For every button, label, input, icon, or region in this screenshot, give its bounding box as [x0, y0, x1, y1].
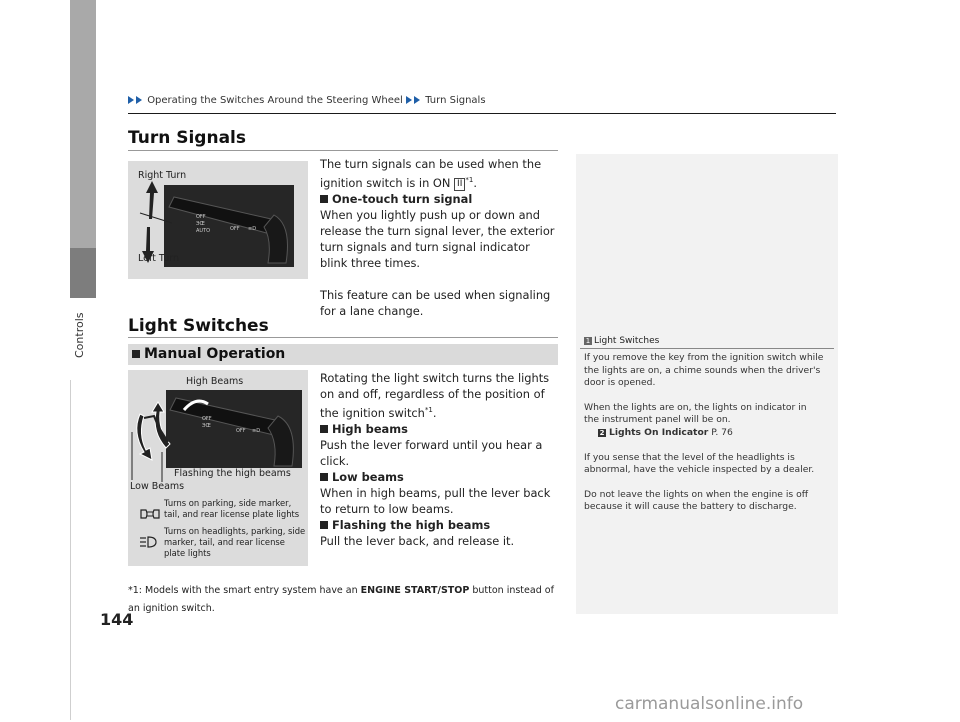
svg-text:≡D: ≡D — [248, 226, 257, 232]
section-tab-marker — [70, 248, 96, 298]
parking-lights-icon — [138, 507, 162, 521]
section-tab-upper — [70, 0, 96, 248]
low-beams-label: Low Beams — [130, 481, 185, 492]
legend-item — [138, 534, 162, 553]
breadcrumb-arrow-icon — [136, 96, 142, 104]
heading-square-icon — [132, 350, 140, 358]
light-switches-body — [320, 370, 560, 549]
high-beams-heading: High beams — [320, 421, 560, 437]
ignition-position-key: II — [454, 178, 465, 191]
left-turn-label: Left Turn — [138, 253, 180, 264]
svg-text:OFF: OFF — [230, 226, 240, 232]
svg-text:AUTO: AUTO — [196, 228, 211, 234]
legend-item — [138, 506, 162, 525]
lights-on-indicator-link[interactable]: 2 Lights On Indicator P. 76 — [599, 426, 733, 438]
reference-arrow-icon: 2 — [599, 428, 605, 437]
low-beams-heading: Low beams — [320, 469, 560, 485]
one-touch-heading: One-touch turn signal — [320, 191, 560, 207]
section-tab-line — [70, 380, 71, 720]
title-rule — [128, 150, 558, 151]
side-note-paragraph: When the lights are on, the lights on indicator in the instrument panel will be on. — [584, 401, 807, 426]
heading-square-icon — [320, 195, 328, 203]
heading-square-icon — [320, 473, 328, 481]
header-rule — [128, 113, 836, 114]
svg-text:ЭŒ: ЭŒ — [202, 423, 211, 429]
breadcrumb-arrow-icon — [406, 96, 412, 104]
headlights-icon — [138, 535, 162, 549]
side-note-heading: 1 Light Switches — [585, 336, 660, 346]
side-note-paragraph: If you remove the key from the ignition switch while the lights are on, a chime sounds when the driver's door is opened. — [584, 352, 824, 389]
breadcrumb — [128, 95, 486, 106]
page-number: 144 — [100, 610, 134, 629]
legend-text: Turns on parking, side marker, tail, and rear license plate lights — [164, 498, 300, 519]
svg-text:OFF: OFF — [202, 416, 212, 422]
light-switches-title: Light Switches — [128, 316, 269, 336]
side-note-paragraph: If you sense that the level of the headlights is abnormal, have the vehicle inspected by a dealer. — [584, 451, 815, 476]
light-switches-intro: Rotating the light switch turns the lights on and off, regardless of the position of the ignition switch$^{*1}$. — [320, 371, 550, 420]
light-switch-legend — [138, 498, 306, 558]
footnote: *1: Models with the smart entry system have an ENGINE START/STOP button instead of an ignition switch. — [128, 585, 554, 614]
breadcrumb-arrow-icon — [414, 96, 420, 104]
heading-square-icon — [320, 425, 328, 433]
title-rule — [128, 337, 558, 338]
lane-change-text: This feature can be used when signaling for a lane change. — [320, 287, 551, 318]
engine-start-stop-label: ENGINE START/STOP — [360, 585, 470, 596]
one-touch-text: When you lightly push up or down and release the turn signal lever, the exterior turn signals and turn signal indicator blink three times. — [320, 207, 555, 270]
turn-signals-intro: The turn signals can be used when the ignition switch is in ON II $^{*1}$. — [320, 157, 542, 190]
turn-signals-title: Turn Signals — [128, 128, 246, 148]
side-note-rule — [580, 348, 834, 349]
flashing-high-beams-label: Flashing the high beams — [174, 468, 291, 479]
manual-operation-heading: Manual Operation — [132, 346, 285, 362]
heading-square-icon — [320, 521, 328, 529]
svg-text:OFF: OFF — [236, 428, 246, 434]
high-beams-text: Push the lever forward until you hear a click. — [320, 437, 543, 468]
svg-text:ЭŒ: ЭŒ — [196, 221, 205, 227]
flashing-high-beams-heading: Flashing the high beams — [320, 517, 560, 533]
breadcrumb-arrow-icon — [128, 96, 134, 104]
side-note-text — [584, 352, 824, 526]
light-switch-figure — [128, 370, 308, 566]
turn-signal-lever-illustration — [164, 185, 294, 267]
breadcrumb-item[interactable]: Turn Signals — [425, 95, 486, 106]
svg-text:OFF: OFF — [196, 214, 206, 220]
lever-photo — [164, 185, 294, 267]
low-beams-text: When in high beams, pull the lever back to return to low beams. — [320, 485, 551, 516]
note-badge-icon: 1 — [585, 337, 591, 345]
svg-text:≡D: ≡D — [252, 428, 261, 434]
watermark: carmanualsonline.info — [615, 694, 804, 714]
flashing-high-beams-text: Pull the lever back, and release it. — [320, 533, 515, 548]
side-note-paragraph: Do not leave the lights on when the engine is off because it will cause the battery to discharge. — [584, 488, 809, 513]
right-turn-label: Right Turn — [138, 170, 187, 181]
turn-signal-figure — [128, 161, 308, 279]
turn-signals-body — [320, 156, 560, 319]
legend-text: Turns on headlights, parking, side marker, tail, and rear license plate lights — [164, 526, 306, 558]
high-beams-label: High Beams — [186, 376, 244, 387]
breadcrumb-item[interactable]: Operating the Switches Around the Steering Wheel — [147, 95, 403, 106]
section-tab-label: Controls — [73, 312, 86, 358]
manual-operation-bar — [128, 344, 558, 365]
